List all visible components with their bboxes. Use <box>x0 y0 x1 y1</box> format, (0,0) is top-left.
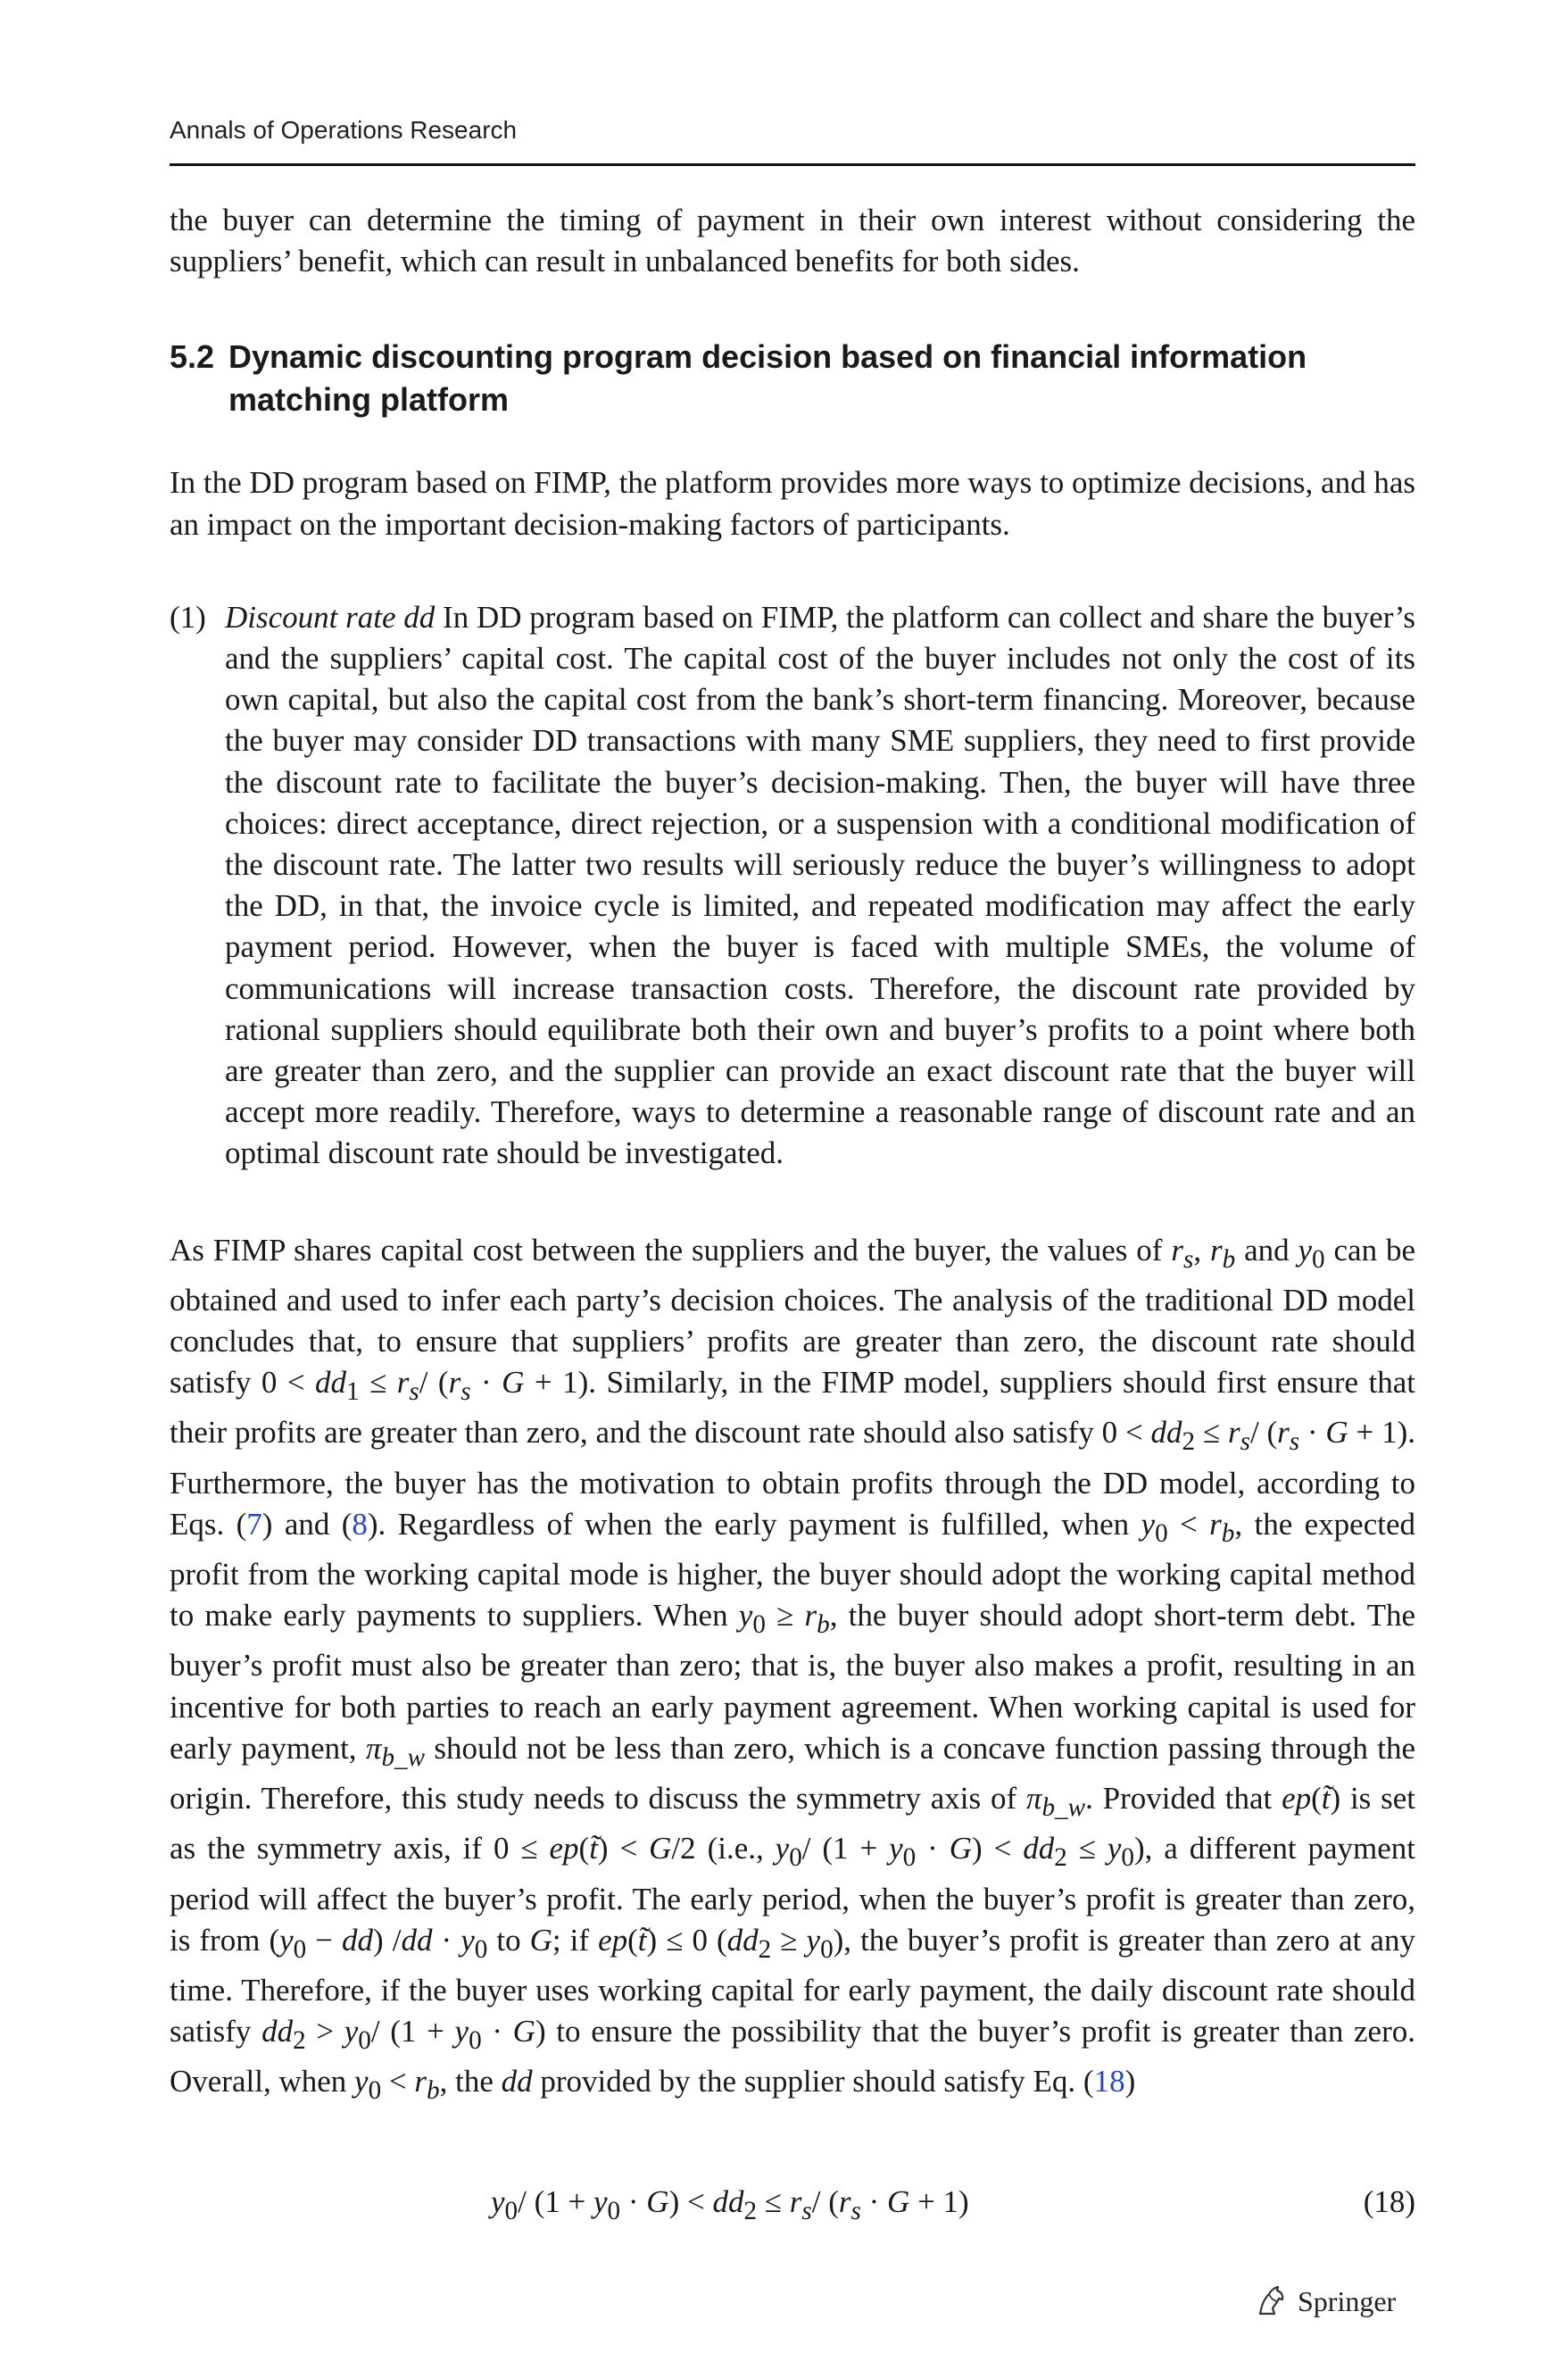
springer-horse-icon <box>1253 2283 1289 2319</box>
publisher-logo <box>1253 2283 1396 2319</box>
running-head: Annals of Operations Research <box>170 116 518 144</box>
analysis-paragraph: As FIMP shares capital cost between the suppliers and the buyer, the values of $r_s$, $r_b$ and $y_0$ can be obtained and used to infer each party’s decision choices. The analysis of the traditional DD model concludes that, to ensure that suppliers’ profits are greater than zero, the discount rate should satisfy $0 < dd_1 \le r_s/$ $(r_s \cdot G + 1)$. Similarly, in the FIMP model, suppliers should first ensure that their profits are greater than zero, and the discount rate should also satisfy $0 < dd_2 \le r_s/$ $(r_s \cdot G + 1)$. Furthermore, the buyer has the motivation to obtain profits through the DD model, according to Eqs. (7) and (8). Regardless of when the early payment is fulfilled, when $y_0 < r_b$, the expected profit from the working capital mode is higher, the buyer should adopt the working capital method to make early payments to suppliers. When $y_0 \ge r_b$, the buyer should adopt short-term debt. The buyer’s profit must also be greater than zero; that is, the buyer also makes a profit, resulting in an incentive for both parties to reach an early payment agreement. When working capital is used for early payment, $\pi_{b\_w}$ should not be less than zero, which is a concave function passing through the origin. Therefore, this study needs to discuss the symmetry axis of $\pi_{b\_w}$. Provided that ep(t̃) is set as the symmetry axis, if 0 ≤ ep(t̃) < G/2 (i.e., $y_0/$ $(1 + y_0 \cdot G) < dd_2 \le y_0$), a different payment period will affect the buyer’s profit. The early period, when the buyer’s profit is greater than zero, is from $(y_0 - dd) /dd \cdot y_0$ to G; if ep(t̃) ≤ 0 $(dd_2 \ge y_0)$, the buyer’s profit is greater than zero at any time. Therefore, if the buyer uses working capital for early payment, the daily discount rate should satisfy $dd_2 > y_0/$ $(1 + y_0 \cdot G)$ to ensure the possibility that the buyer’s profit is greater than zero. Overall, when $y_0 < r_b$, the dd provided by the supplier should satisfy Eq. (18) <box>170 1232 1416 2106</box>
equation-ref-18[interactable]: 18 <box>1093 2064 1125 2099</box>
equation-ref-7[interactable]: 7 <box>246 1506 262 1542</box>
header-rule <box>170 163 1415 166</box>
section-title: Dynamic discounting program decision based on financial information matching platform <box>228 338 1307 419</box>
list-item-number: (1) <box>170 599 206 635</box>
section-number: 5.2 <box>170 338 215 376</box>
intro-paragraph: the buyer can determine the timing of payment in their own interest without considering the suppliers’ benefit, which can result in unbalanced benefits for both sides. <box>170 203 1415 279</box>
equation-body: $y_0/$ $(1 + y_0 \cdot G) < dd_2 \le r_s/$ $(r_s \cdot G + 1)$ <box>491 2183 969 2225</box>
list-item <box>170 597 1415 1175</box>
equation-number: (18) <box>1363 2183 1415 2219</box>
section-paragraph: In the DD program based on FIMP, the platform provides more ways to optimize decisions, and has an impact on the important decision-making factors of participants. <box>170 465 1415 542</box>
list-item-title: Discount rate dd <box>225 599 436 635</box>
equation-18 <box>170 2182 1415 2226</box>
page-body <box>170 200 1415 2226</box>
publisher-name: Springer <box>1298 2284 1397 2317</box>
section-heading <box>170 336 1415 421</box>
list-item-body: In DD program based on FIMP, the platform can collect and share the buyer’s and the suppliers’ capital cost. The capital cost of the buyer includes not only the cost of its own capital, but also the capital cost from the bank’s short-term financing. Moreover, because the buyer may consider DD transactions with many SME suppliers, they need to first provide the discount rate to facilitate the buyer’s decision-making. Then, the buyer will have three choices: direct acceptance, direct rejection, or a suspension with a conditional modification of the discount rate. The latter two results will seriously reduce the buyer’s willingness to adopt the DD, in that, the invoice cycle is limited, and repeated modification may affect the early payment period. However, when the buyer is faced with multiple SMEs, the volume of communications will increase transaction costs. Therefore, the discount rate provided by rational suppliers should equilibrate both their own and buyer’s profits to a point where both are greater than zero, and the supplier can provide an exact discount rate that the buyer will accept more readily. Therefore, ways to determine a reasonable range of discount rate and an optimal discount rate should be investigated. <box>225 599 1416 1171</box>
equation-ref-8[interactable]: 8 <box>352 1506 368 1542</box>
list-item-text <box>225 597 1415 1175</box>
